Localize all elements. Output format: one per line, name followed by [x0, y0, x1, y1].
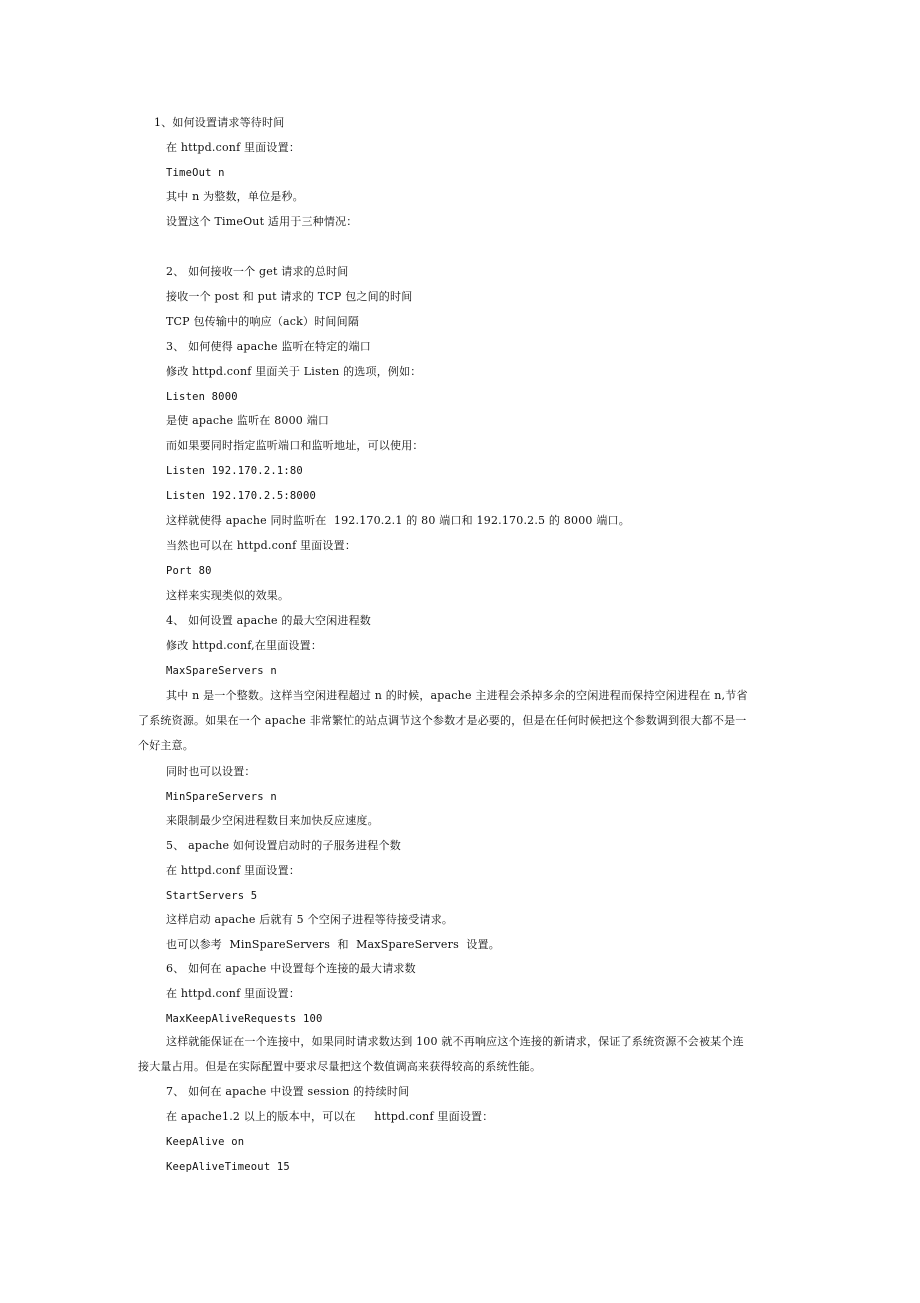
code-line: KeepAliveTimeout 15: [166, 1161, 290, 1173]
text-line: 这样来实现类似的效果。: [166, 589, 290, 602]
code-line: KeepAlive on: [166, 1136, 245, 1148]
heading-3: 3、 如何使得 apache 监听在特定的端口: [166, 340, 371, 353]
text-line: 也可以参考 MinSpareServers 和 MaxSpareServers 设置。: [166, 938, 500, 951]
code-line: MaxSpareServers n: [166, 665, 277, 677]
text-line: 修改 httpd.conf,在里面设置：: [166, 639, 323, 652]
code-line: MinSpareServers n: [166, 791, 277, 803]
text-line: 是使 apache 监听在 8000 端口: [166, 414, 330, 427]
code-line: Listen 8000: [166, 391, 238, 403]
text-line: 在 httpd.conf 里面设置：: [166, 864, 301, 877]
heading-4: 4、 如何设置 apache 的最大空闲进程数: [166, 614, 371, 627]
text-line: 修改 httpd.conf 里面关于 Listen 的选项，例如：: [166, 365, 422, 378]
text-line: 在 httpd.conf 里面设置：: [166, 987, 301, 1000]
text-line: 同时也可以设置：: [166, 765, 256, 778]
paragraph: 这样就能保证在一个连接中，如果同时请求数达到 100 就不再响应这个连接的新请求，保证了系统资源不会被某个连接大量占用。但是在实际配置中要求尽量把这个数值调高来获得较高的系统性能。: [138, 1035, 744, 1073]
text-line: TCP 包传输中的响应（ack）时间间隔: [166, 315, 360, 328]
paragraph: 其中 n 是一个整数。这样当空闲进程超过 n 的时候，apache 主进程会杀掉多余的空闲进程而保持空闲进程在 n,节省了系统资源。如果在一个 apache 非常繁忙的站点调节这个参数才是必要的，但是在任何时候把这个参数调到很大都不是一个好主意。: [138, 689, 748, 752]
heading-2: 2、 如何接收一个 get 请求的总时间: [166, 265, 349, 278]
heading-6: 6、 如何在 apache 中设置每个连接的最大请求数: [166, 962, 416, 975]
text-line: 其中 n 为整数，单位是秒。: [166, 190, 304, 203]
code-line: MaxKeepAliveRequests 100: [166, 1013, 323, 1025]
text-line: 接收一个 post 和 put 请求的 TCP 包之间的时间: [166, 290, 413, 303]
text-line: 在 apache1.2 以上的版本中，可以在 httpd.conf 里面设置：: [166, 1110, 494, 1123]
text-line: 设置这个 TimeOut 适用于三种情况：: [166, 215, 358, 228]
text-line: 这样启动 apache 后就有 5 个空闲子进程等待接受请求。: [166, 913, 454, 926]
text-line: 当然也可以在 httpd.conf 里面设置：: [166, 539, 357, 552]
code-line: Listen 192.170.2.1:80: [166, 465, 303, 477]
heading-5: 5、 apache 如何设置启动时的子服务进程个数: [166, 839, 401, 852]
code-line: StartServers 5: [166, 890, 258, 902]
code-line: TimeOut n: [166, 167, 225, 179]
heading-1: 1、如何设置请求等待时间: [154, 116, 285, 129]
text-line: 在 httpd.conf 里面设置：: [166, 141, 301, 154]
text-line: 这样就使得 apache 同时监听在 192.170.2.1 的 80 端口和 192.170.2.5 的 8000 端口。: [166, 514, 630, 527]
text-line: 而如果要同时指定监听端口和监听地址，可以使用：: [166, 439, 424, 452]
heading-7: 7、 如何在 apache 中设置 session 的持续时间: [166, 1085, 410, 1098]
code-line: Port 80: [166, 565, 212, 577]
code-line: Listen 192.170.2.5:8000: [166, 490, 316, 502]
text-line: 来限制最少空闲进程数目来加快反应速度。: [166, 814, 379, 827]
